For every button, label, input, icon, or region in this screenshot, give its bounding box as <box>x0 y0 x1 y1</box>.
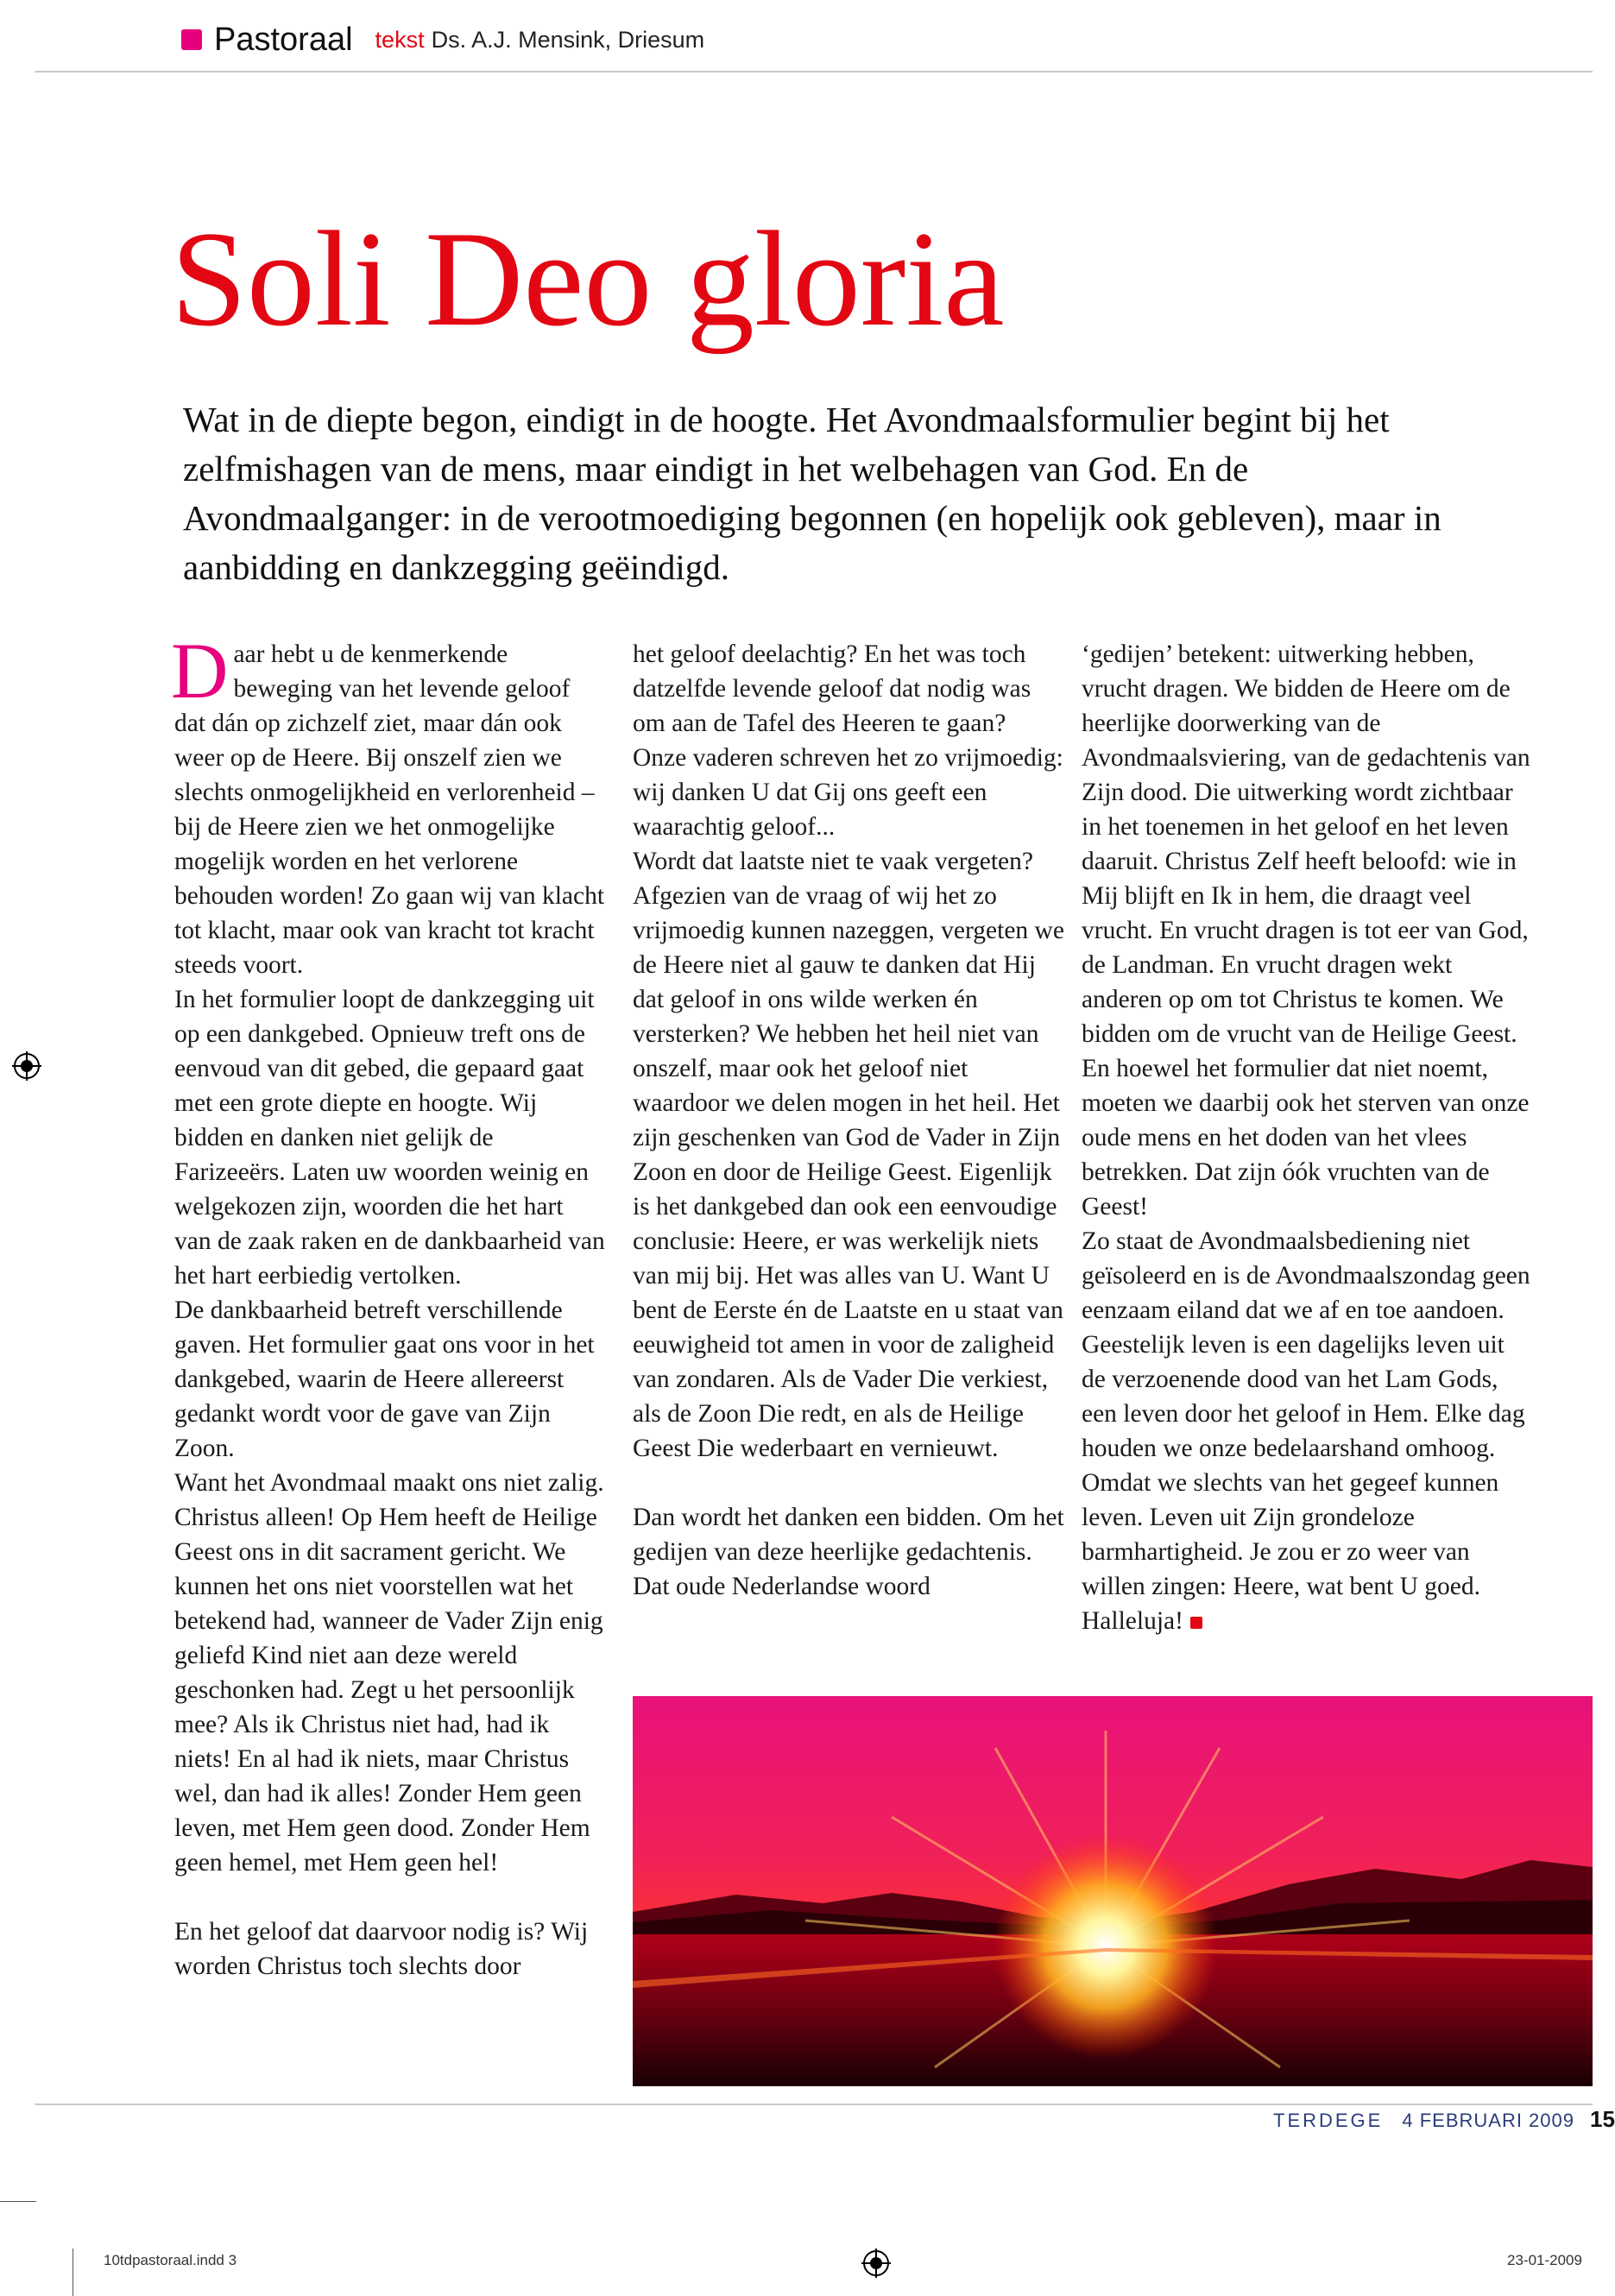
author-credit: Ds. A.J. Mensink, Driesum <box>431 26 705 53</box>
paragraph: ‘gedijen’ betekent: uitwerking hebben, vrucht dragen. We bidden de Heere om de heerlijke doorwerking van de Avondmaalsviering, van de gedachtenis van Zijn dood. Die uitwerking wordt zichtbaar in het toenemen in het geloof en het leven daaruit. Christus Zelf heeft beloofd: wie in Mij blijft en Ik in hem, die draagt veel vrucht. En vrucht dragen is tot eer van God, de Landman. En vrucht dragen wekt anderen op om tot Christus te komen. We bidden om de vrucht van de Heilige Geest. En hoewel het formulier dat niet noemt, moeten we daarbij ook het sterven van onze oude mens en het doden van het vlees betrekken. Dat zijn óók vruchten van de Geest! <box>1082 640 1530 1221</box>
article-title: Soli Deo gloria <box>171 204 1005 355</box>
paragraph: Dan wordt het danken een bidden. Om het gedijen van deze heerlijke gedachtenis. Dat oude Nederlandse woord <box>633 1504 1064 1600</box>
end-mark-icon <box>1190 1617 1202 1629</box>
paragraph-text: Zo staat de Avondmaalsbediening niet geïsoleerd en is de Avondmaalszondag geen eenzaam eiland dat we af en toe aandoen. Geestelijk leven is een dagelijks leven uit de verzoenende dood van het Lam Gods, een leven door het geloof in Hem. Elke dag houden we onze bedelaarshand omhoog. Omdat we slechts van het gegeef kunnen leven. Leven uit Zijn grondeloze barmhartigheid. Je zou er zo weer van willen zingen: Heere, wat bent U goed. Halleluja! <box>1082 1227 1530 1635</box>
magazine-name: TERDEGE <box>1273 2110 1384 2131</box>
slug-date: 23-01-2009 <box>1507 2252 1582 2268</box>
paragraph-text: aar hebt u de kenmerkende beweging van het levende geloof dat dán op zichzelf ziet, maar dán ook weer op de Heere. Bij onszelf zien we slechts onmogelijkheid en verlorenheid – bij de Heere zien we het onmogelijke mogelijk worden en het verlorene behouden worden! Zo gaan wij van klacht tot klacht, maar ook van kracht tot kracht steeds voort. <box>174 640 605 979</box>
paragraph: De dankbaarheid betreft verschillende gaven. Het formulier gaat ons voor in het dankgebed, waarin de Heere allereerst gedankt wordt voor de gave van Zijn Zoon. <box>174 1296 595 1462</box>
issue-date: 4 FEBRUARI 2009 <box>1402 2110 1574 2131</box>
registration-mark-icon <box>12 1051 41 1081</box>
paragraph: Want het Avondmaal maakt ons niet zalig. Christus alleen! Op Hem heeft de Heilige Geest ons in dit sacrament gericht. We kunnen het ons niet voorstellen wat het betekend had, wanneer de Vader Zijn enig geliefd Kind niet aan deze wereld geschonken had. Zegt u het persoonlijk mee? Als ik Christus niet had, had ik niets! En al had ik niets, maar Christus wel, dan had ik alles! Zonder Hem geen leven, met Hem geen dood. Zonder Hem geen hemel, met Hem geen hel! <box>174 1469 604 1877</box>
paragraph: En het geloof dat daarvoor nodig is? Wij worden Christus toch slechts door <box>174 1918 589 1980</box>
paragraph <box>1082 1224 1530 1638</box>
paragraph <box>171 627 606 982</box>
running-header <box>181 16 704 64</box>
body-column-2 <box>633 637 1064 1604</box>
registration-mark-icon <box>861 2249 891 2278</box>
footer-rule <box>35 2104 1593 2105</box>
drop-cap: D <box>171 627 229 715</box>
paragraph-gap <box>174 1880 606 1914</box>
article-lead: Wat in de diepte begon, eindigt in de hoogte. Het Avondmaalsformulier begint bij het zelfmishagen van de mens, maar eindigt in het welbehagen van God. En de Avondmaalganger: in de verootmoediging begonnen (en hopelijk ook gebleven), maar in aanbidding en dankzegging geëindigd. <box>183 400 1442 587</box>
folio <box>1273 2106 1615 2133</box>
paragraph: het geloof deelachtig? En het was toch datzelfde levende geloof dat nodig was om aan de Tafel des Heeren te gaan? Onze vaderen schreven het zo vrijmoedig: wij danken U dat Gij ons geeft een waarachtig geloof... <box>633 640 1063 841</box>
slug-filename: 10tdpastoraal.indd 3 <box>104 2252 237 2268</box>
credit-label: tekst <box>375 26 425 53</box>
header-rule <box>35 71 1593 73</box>
section-name: Pastoraal <box>214 21 353 58</box>
paragraph: Wordt dat laatste niet te vaak vergeten? Afgezien van de vraag of wij het zo vrijmoedig kunnen nazeggen, vergeten we de Heere niet al gauw te danken dat Hij dat geloof in ons wilde werken én versterken? We hebben het heil niet van onszelf, maar ook het geloof niet waardoor we delen mogen in het heil. Het zijn geschenken van God de Vader in Zijn Zoon en door de Heilige Geest. Eigenlijk is het dankgebed dan ook een eenvoudige conclusie: Heere, er was werkelijk niets van mij bij. Het was alles van U. Want U bent de Eerste én de Laatste en u staat van eeuwigheid tot amen in voor de zaligheid van zondaren. Als de Vader Die verkiest, als de Zoon Die redt, en als de Heilige Geest Die wederbaart en vernieuwt. <box>633 848 1064 1462</box>
paragraph-gap <box>633 1466 1064 1500</box>
sunset-photo <box>633 1696 1593 2086</box>
page-number: 15 <box>1590 2106 1615 2132</box>
body-column-3 <box>1082 637 1530 1638</box>
crop-mark <box>0 2201 36 2202</box>
section-marker-icon <box>181 29 202 50</box>
paragraph: In het formulier loopt de dankzegging uit op een dankgebed. Opnieuw treft ons de eenvoud van dit gebed, die gepaard gaat met een grote diepte en hoogte. Wij bidden en danken niet gelijk de Farizeeërs. Laten uw woorden weinig en welgekozen zijn, woorden die het hart van de zaak raken en de dankbaarheid van het hart eerbiedig vertolken. <box>174 986 605 1290</box>
sunset-illustration <box>633 1696 1593 2086</box>
body-column-1 <box>171 627 606 1984</box>
